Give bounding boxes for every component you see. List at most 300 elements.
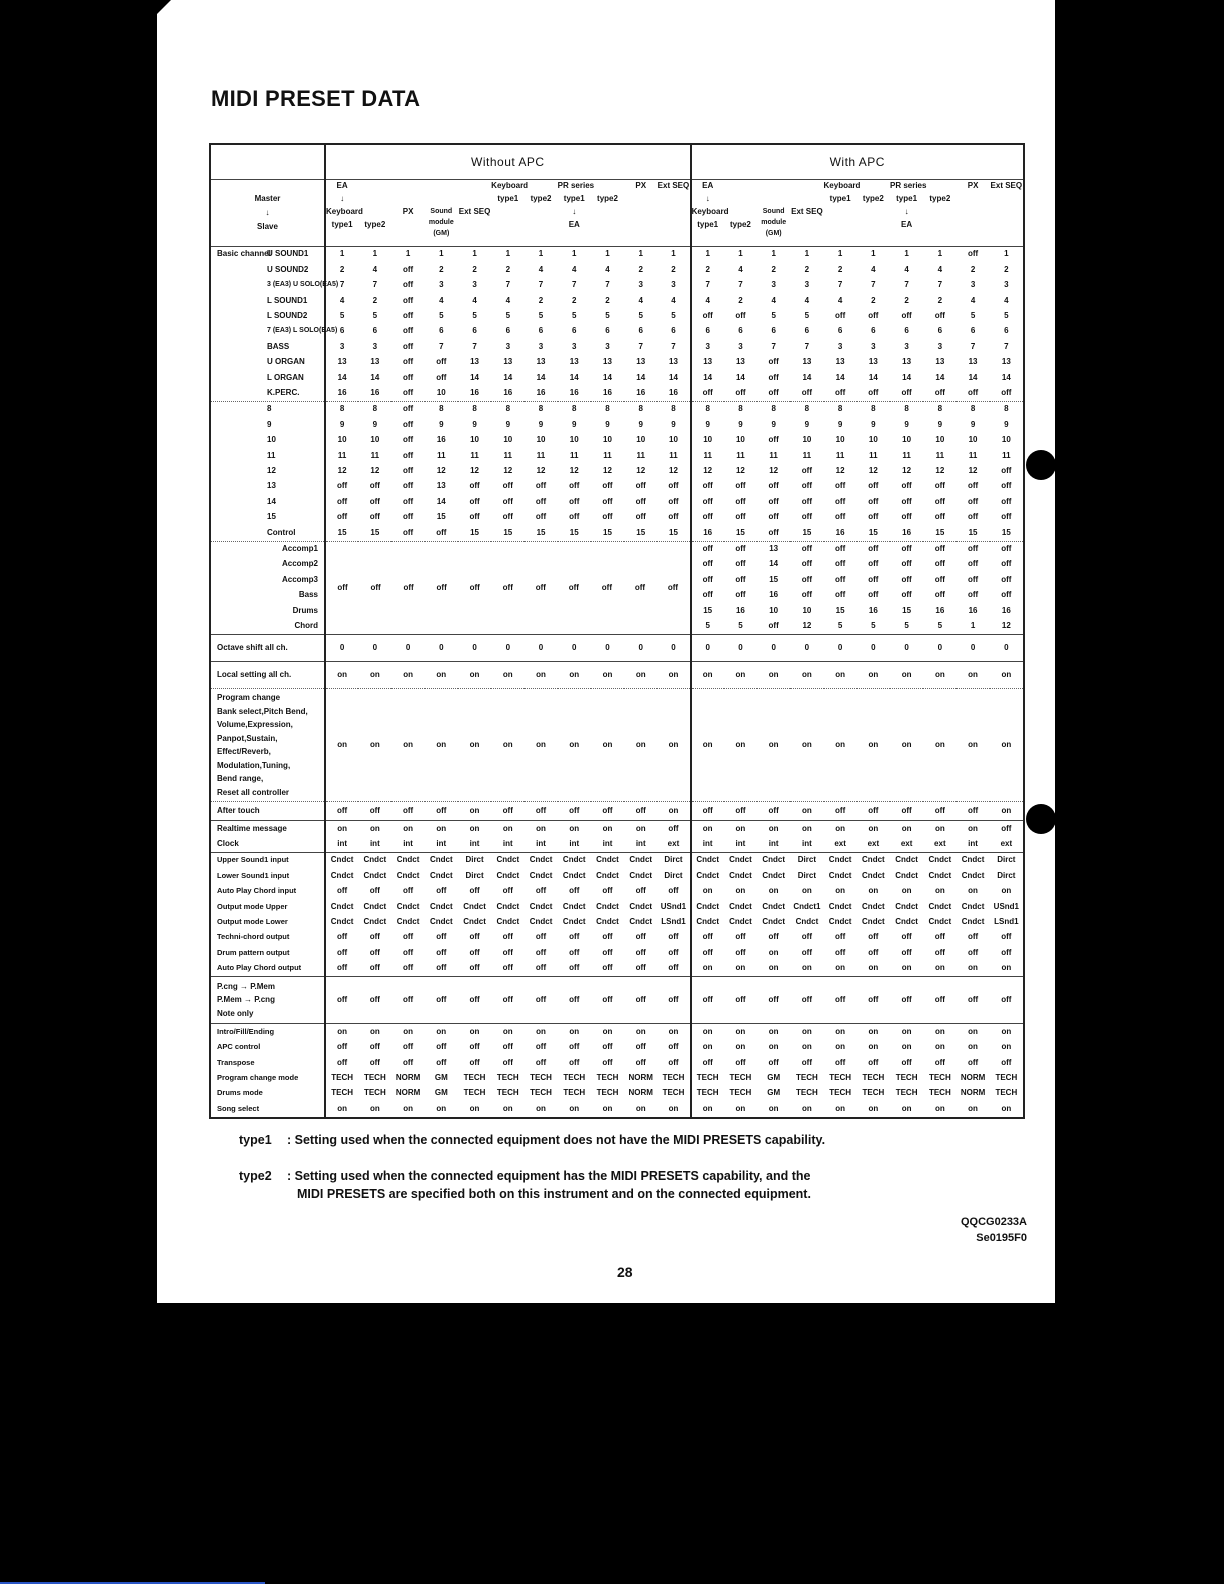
row-label-text: Control (267, 527, 296, 537)
value-cell: off (402, 481, 414, 491)
value-cell: 14 (436, 496, 446, 506)
value-cell: off (635, 947, 646, 957)
row-label: Local setting all ch. (211, 662, 325, 689)
value-cell: 16 (968, 605, 978, 615)
value-cell: 11 (437, 450, 446, 460)
value-cell: off (337, 582, 348, 592)
value-cell: off (1001, 932, 1012, 942)
value-cell: 7 (904, 280, 909, 290)
value-cell: on (691, 1101, 724, 1117)
value-cell: 9 (372, 419, 378, 429)
value-cell: 8 (691, 401, 724, 417)
header-text (790, 180, 823, 193)
value-cell: 16 (536, 387, 546, 397)
value-cell: 10 (835, 435, 845, 445)
value-cell: 13 (370, 357, 380, 367)
value-cell: off (934, 387, 945, 397)
value-cell: on (491, 821, 524, 837)
header-text: Ext SEQ (791, 207, 823, 216)
value-cell: off (967, 947, 979, 957)
value-cell: off (469, 481, 480, 491)
value-cell: 3 (372, 341, 378, 351)
value-cell: off (469, 947, 480, 957)
value-cell: off (735, 1057, 746, 1067)
value-cell: on (624, 689, 657, 802)
value-cell: Cndct (762, 870, 785, 880)
value-cell: Dirct (990, 853, 1023, 869)
value-cell: off (934, 311, 945, 321)
value-cell: 12 (735, 466, 745, 476)
value-cell: off (469, 886, 480, 896)
value-cell: 12 (769, 466, 779, 476)
row-label-text: Effect/Reverb, (217, 747, 271, 757)
value-cell: off (436, 1057, 447, 1067)
value-cell: Cndct (691, 853, 724, 869)
column-header (923, 180, 956, 247)
value-cell: ext (1000, 839, 1013, 848)
value-cell: on (624, 1024, 657, 1040)
value-cell: 13 (636, 357, 646, 367)
header-text (990, 206, 1023, 219)
value-cell: 11 (669, 450, 678, 460)
value-cell: 4 (738, 264, 743, 274)
header-text: PR series (889, 181, 927, 190)
value-cell: LSnd1 (661, 917, 686, 927)
value-cell: off (402, 963, 414, 973)
row-label: Lower Sound1 input (217, 870, 290, 880)
value-cell: 4 (439, 295, 444, 305)
header-text: type2 (364, 220, 386, 229)
value-cell: 6 (1004, 326, 1009, 336)
row-label: Drums mode (217, 1088, 263, 1098)
value-cell: 8 (558, 401, 591, 417)
value-cell: 4 (804, 295, 810, 305)
value-cell: off (436, 963, 447, 973)
value-cell: off (436, 886, 447, 896)
value-cell: Cndct (828, 901, 852, 911)
document-code-line1: QQCG0233A (960, 1216, 1027, 1228)
row-label: Song select (217, 1103, 260, 1113)
value-cell: off (602, 481, 613, 491)
value-cell: off (535, 886, 547, 896)
value-cell: TECH (662, 1088, 685, 1098)
value-cell: off (403, 582, 414, 592)
value-cell: off (801, 481, 812, 491)
value-cell: off (402, 357, 414, 367)
value-cell: 15 (769, 574, 779, 584)
value-cell: Dirct (657, 853, 690, 869)
value-cell: 7 (837, 280, 843, 290)
value-cell: 14 (968, 372, 978, 382)
value-cell: 15 (835, 605, 845, 615)
header-arrow: ↓ (265, 208, 270, 217)
value-cell: off (934, 1057, 945, 1067)
value-cell: off (325, 884, 358, 899)
value-cell: 8 (857, 401, 890, 417)
header-text: type2 (530, 194, 552, 203)
value-cell: Cndct (629, 901, 653, 911)
value-cell: TECH (563, 1072, 586, 1082)
value-cell: 3 (738, 341, 743, 351)
value-cell: Cndct (691, 868, 724, 883)
value-cell: on (536, 1103, 546, 1113)
value-cell: on (724, 662, 757, 689)
value-cell: on (802, 1103, 812, 1113)
value-cell: off (391, 802, 424, 821)
value-cell: off (757, 977, 790, 1024)
value-cell: off (901, 481, 912, 491)
value-cell: off (535, 1057, 547, 1067)
value-cell: Cndct (496, 870, 520, 880)
value-cell: TECH (691, 1070, 724, 1085)
value-cell: 12 (603, 466, 612, 476)
value-cell: 5 (871, 621, 876, 631)
value-cell: int (802, 839, 812, 848)
value-cell: off (923, 802, 956, 821)
value-cell: 9 (439, 419, 444, 429)
value-cell: 2 (804, 264, 810, 274)
value-cell: 1 (591, 247, 624, 263)
value-cell: off (901, 1057, 912, 1067)
header-text (657, 219, 689, 232)
value-cell: 16 (436, 435, 446, 445)
value-cell: Cndct (529, 901, 553, 911)
value-cell: off (990, 977, 1023, 1024)
row-label (211, 324, 338, 339)
value-cell: off (436, 357, 447, 367)
header-text (824, 206, 857, 219)
value-cell: 13 (436, 481, 446, 491)
value-cell: 5 (738, 621, 743, 631)
program-change-row (211, 689, 1023, 802)
value-cell: off (402, 947, 414, 957)
value-cell: on (835, 1042, 846, 1052)
value-cell: 10 (902, 435, 912, 445)
value-cell: on (657, 802, 690, 821)
value-cell: 4 (372, 264, 378, 274)
value-cell: 4 (871, 264, 876, 274)
value-cell: 4 (472, 295, 477, 305)
value-cell: 9 (804, 419, 810, 429)
value-cell: Cndct (391, 853, 424, 869)
value-cell: 1 (558, 247, 591, 263)
value-cell: 16 (835, 527, 845, 537)
value-cell: 5 (771, 311, 776, 321)
row-label (211, 510, 325, 525)
row-label: Techni-chord output (217, 932, 290, 942)
value-cell: 11 (370, 450, 380, 460)
value-cell: 1 (425, 247, 458, 263)
value-cell: Cndct (429, 901, 453, 911)
value-cell: 6 (871, 326, 876, 336)
value-cell: off (325, 961, 358, 977)
value-cell: 2 (970, 264, 976, 274)
value-cell: 13 (735, 357, 745, 367)
value-cell: 11 (691, 448, 724, 463)
value-cell: off (402, 466, 414, 476)
value-cell: 5 (837, 621, 843, 631)
value-cell: int (735, 839, 746, 848)
value-cell: 2 (691, 262, 724, 277)
value-cell: TECH (796, 1072, 818, 1082)
value-cell: 2 (738, 295, 743, 305)
value-cell: 4 (691, 293, 724, 308)
row-label (211, 385, 325, 401)
value-cell: 13 (1001, 357, 1011, 367)
value-cell: off (425, 802, 458, 821)
value-cell: off (768, 621, 779, 631)
value-cell: off (967, 590, 979, 600)
value-cell: 0 (425, 635, 458, 662)
value-cell: off (602, 886, 613, 896)
value-cell: 8 (458, 401, 491, 417)
value-cell: off (402, 1057, 414, 1067)
value-cell: on (968, 1042, 978, 1052)
value-cell: 11 (536, 450, 546, 460)
value-cell: Cndct (491, 853, 524, 869)
value-cell: 2 (372, 295, 378, 305)
value-cell: 0 (558, 635, 591, 662)
value-cell: 5 (671, 311, 676, 321)
value-cell: 13 (968, 357, 978, 367)
value-cell: off (369, 932, 380, 942)
table-row (211, 309, 1023, 324)
row-label (211, 262, 325, 277)
value-cell: NORM (960, 1088, 986, 1098)
value-cell: 14 (868, 372, 878, 382)
value-cell: Cndct (895, 901, 918, 911)
value-cell: off (790, 977, 823, 1024)
value-cell: off (569, 963, 580, 973)
column-header (691, 180, 729, 247)
header-text (491, 206, 524, 219)
value-cell: TECH (363, 1088, 386, 1098)
value-cell: int (602, 839, 613, 848)
value-cell: TECH (829, 1088, 852, 1098)
value-cell: on (857, 662, 890, 689)
value-cell: off (735, 590, 746, 600)
header-text: type1 (896, 194, 918, 203)
value-cell: 0 (491, 635, 524, 662)
table-row (211, 448, 1023, 463)
column-header (491, 180, 529, 247)
value-cell: on (403, 1103, 413, 1113)
value-cell: on (425, 662, 458, 689)
header-text (990, 193, 1023, 206)
value-cell: on (524, 662, 557, 689)
value-cell: 5 (372, 311, 378, 321)
corner-cell (211, 145, 325, 180)
value-cell: off (569, 481, 580, 491)
value-cell: Cndct (629, 917, 653, 927)
value-cell: 1 (491, 247, 524, 263)
value-cell: 0 (890, 635, 923, 662)
value-cell: off (635, 481, 646, 491)
value-cell: 16 (503, 387, 513, 397)
value-cell: Cndct (757, 853, 790, 869)
value-cell: int (536, 839, 546, 848)
value-cell: off (535, 932, 547, 942)
value-cell: Cndct (624, 853, 657, 869)
row-label: Accomp1 (211, 541, 325, 557)
value-cell: on (458, 662, 491, 689)
value-cell: Cndct (691, 915, 724, 930)
header-text (657, 193, 689, 206)
value-cell: off (402, 886, 414, 896)
value-cell: 8 (657, 401, 690, 417)
value-cell: off (325, 977, 358, 1024)
value-cell: 0 (358, 635, 391, 662)
value-cell: off (402, 496, 414, 506)
value-cell: on (990, 1024, 1023, 1040)
value-cell: off (1001, 1057, 1012, 1067)
value-cell: 15 (603, 527, 612, 537)
value-cell: off (635, 963, 646, 973)
value-cell: 8 (425, 401, 458, 417)
value-cell: 9 (970, 419, 976, 429)
value-cell: off (558, 802, 591, 821)
value-cell: 16 (769, 590, 779, 600)
value-cell: off (1001, 559, 1012, 569)
row-label (211, 293, 325, 308)
value-cell: 9 (605, 419, 610, 429)
value-cell: on (624, 821, 657, 837)
value-cell: on (790, 689, 823, 802)
value-cell: Cndct (956, 853, 989, 869)
header-text (358, 206, 391, 219)
row-label: Auto Play Chord input (217, 886, 297, 896)
value-cell: 12 (935, 466, 945, 476)
value-cell: off (768, 372, 779, 382)
value-cell: on (502, 1103, 513, 1113)
value-cell: 15 (691, 603, 724, 618)
value-cell: off (502, 481, 513, 491)
value-cell: on (802, 886, 812, 896)
value-cell: 6 (970, 326, 976, 336)
octave-row (211, 635, 1023, 662)
accomp-row (211, 541, 1023, 557)
value-cell: off (436, 932, 447, 942)
value-cell: 3 (691, 339, 724, 354)
value-cell: off (502, 1042, 513, 1052)
value-cell: 13 (691, 355, 724, 370)
header-text (624, 193, 657, 206)
value-cell: off (325, 479, 358, 494)
note-type1 (239, 1131, 825, 1149)
value-cell: 7 (691, 278, 724, 293)
value-cell: 5 (638, 311, 643, 321)
value-cell: 3 (1004, 280, 1009, 290)
value-cell: off (1001, 496, 1012, 506)
value-cell: on (757, 1024, 790, 1040)
value-cell: Cndct (325, 868, 358, 883)
value-cell: 10 (669, 435, 678, 445)
value-cell: 0 (657, 635, 690, 662)
value-cell: off (668, 512, 679, 522)
row-label-text: Panpot,Sustain, (217, 733, 278, 743)
value-cell: 15 (935, 527, 945, 537)
value-cell: off (502, 932, 513, 942)
header-text: type2 (597, 194, 618, 203)
value-cell: Cndct (429, 870, 453, 880)
value-cell: off (835, 574, 846, 584)
row-label-text: BASS (267, 341, 290, 351)
value-cell: off (934, 496, 945, 506)
value-cell: 0 (391, 635, 424, 662)
value-cell: Cndct (795, 917, 819, 927)
row-label-text: Program change (217, 693, 281, 703)
value-cell: off (369, 963, 380, 973)
value-cell: on (934, 1042, 945, 1052)
value-cell: off (934, 574, 945, 584)
value-cell: 13 (470, 357, 479, 367)
value-cell: off (369, 947, 380, 957)
value-cell: off (901, 947, 912, 957)
header-text (524, 206, 557, 219)
value-cell: TECH (928, 1088, 951, 1098)
value-cell: 5 (937, 621, 943, 631)
value-cell: off (691, 541, 724, 557)
note-type1-key: type1 (239, 1133, 272, 1147)
value-cell: Cndct (961, 901, 985, 911)
value-cell: off (535, 947, 547, 957)
value-cell: TECH (662, 1072, 685, 1082)
value-cell: 1 (458, 247, 491, 263)
value-cell: int (502, 839, 513, 848)
table-row (211, 510, 1023, 525)
value-cell: 12 (835, 466, 845, 476)
value-cell: TECH (496, 1088, 519, 1098)
value-cell: 7 (871, 280, 876, 290)
value-cell: off (768, 481, 779, 491)
value-cell: off (824, 802, 857, 821)
value-cell: 0 (956, 635, 989, 662)
value-cell: 0 (591, 635, 624, 662)
header-text (724, 193, 757, 206)
value-cell: 12 (691, 464, 724, 479)
row-label (211, 247, 325, 263)
column-header (524, 180, 557, 247)
document-code-line2: Se0195F0 (976, 1232, 1027, 1244)
value-cell: 11 (736, 450, 745, 460)
value-cell: on (325, 662, 358, 689)
value-cell: 2 (572, 295, 577, 305)
table-row (211, 821, 1023, 837)
header-text: PX (635, 181, 647, 190)
value-cell: off (967, 481, 979, 491)
value-cell: off (436, 527, 447, 537)
value-cell: off (469, 1042, 480, 1052)
value-cell: 10 (536, 435, 546, 445)
header-text (591, 219, 624, 232)
value-cell: 11 (470, 450, 479, 460)
value-cell: off (735, 947, 746, 957)
value-cell: Cndct (729, 917, 752, 927)
header-text (956, 193, 989, 206)
value-cell: off (391, 401, 424, 417)
midi-preset-table (209, 143, 1025, 1119)
value-cell: on (691, 1024, 724, 1040)
value-cell: 12 (968, 466, 978, 476)
value-cell: off (535, 963, 547, 973)
value-cell: 11 (603, 450, 612, 460)
value-cell: on (724, 1024, 757, 1040)
row-label (211, 448, 325, 463)
header-text (491, 219, 524, 232)
value-cell: 11 (636, 450, 645, 460)
value-cell: int (569, 839, 580, 848)
value-cell: Cndct (558, 853, 591, 869)
